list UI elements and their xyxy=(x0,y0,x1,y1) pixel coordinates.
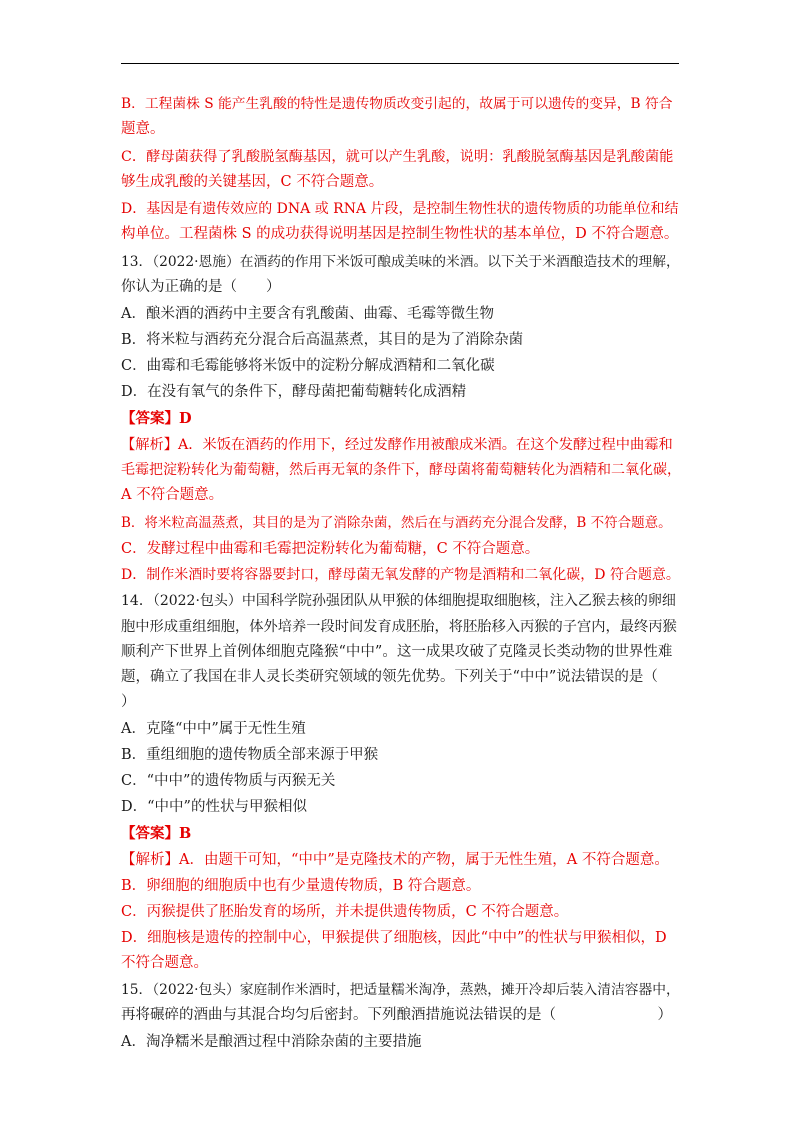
q13-option-c: C．曲霉和毛霉能够将米饭中的淀粉分解成酒精和二氧化碳 xyxy=(121,358,495,374)
prev-exp-c-line2: 够生成乳酸的关键基因，C 不符合题意。 xyxy=(121,174,384,190)
q13-explanation-c: C．发酵过程中曲霉和毛霉把淀粉转化为葡萄糖，C 不符合题意。 xyxy=(121,541,540,557)
q14-stem-line2: 胞中形成重组细胞，体外培养一段时间发育成胚胎，将胚胎移入丙猴的子宫内，最终丙猴 xyxy=(121,619,677,635)
prev-exp-d-line1: D．基因是有遗传效应的 DNA 或 RNA 片段，是控制生物性状的遗传物质的功能单位和结 xyxy=(121,201,679,217)
q13-explanation-line3: A 不符合题意。 xyxy=(121,487,224,503)
q14-explanation-c: C．丙猴提供了胚胎发育的场所，并未提供遗传物质，C 不符合题意。 xyxy=(121,904,569,920)
q14-explanation-b: B．卵细胞的细胞质中也有少量遗传物质，B 符合题意。 xyxy=(121,878,481,894)
q13-option-b: B．将米粒与酒药充分混合后高温蒸煮，其目的是为了消除杂菌 xyxy=(121,332,524,348)
prev-exp-b-line2: 题意。 xyxy=(121,121,165,137)
q13-explanation-line1: 【解析】A．米饭在酒药的作用下，经过发酵作用被酿成米酒。在这个发酵过程中曲霉和 xyxy=(121,437,673,453)
q14-option-a: A．克隆“中中”属于无性生殖 xyxy=(121,721,306,737)
prev-exp-d-line2: 构单位。工程菌株 S 的成功获得说明基因是控制生物性状的基本单位，D 不符合题意。 xyxy=(121,226,679,242)
q13-option-a: A．酿米酒的酒药中主要含有乳酸菌、曲霉、毛霉等微生物 xyxy=(121,306,494,322)
q15-stem-line2: 再将碾碎的酒曲与其混合均匀后密封。下列酿酒措施说法错误的是（ ） xyxy=(121,1007,672,1023)
q14-stem-line1: 14．（2022·包头）中国科学院孙强团队从甲猴的体细胞提取细胞核，注入乙猴去核的卵细 xyxy=(121,593,676,609)
q14-answer: 【答案】B xyxy=(121,825,192,842)
q15-stem-line1: 15．（2022·包头）家庭制作米酒时，把适量糯米淘净，蒸熟，摊开冷却后装入清洁容器中， xyxy=(121,982,680,998)
q14-option-d: D．“中中”的性状与甲猴相似 xyxy=(121,799,307,815)
q14-explanation-a: 【解析】A．由题干可知，“中中”是克隆技术的产物，属于无性生殖，A 不符合题意。 xyxy=(121,852,669,868)
q13-stem-line2: 你认为正确的是（ ） xyxy=(121,279,281,295)
header-rule xyxy=(121,63,679,64)
q14-explanation-d-line2: 不符合题意。 xyxy=(121,955,208,971)
prev-exp-c-line1: C．酵母菌获得了乳酸脱氢酶基因，就可以产生乳酸，说明：乳酸脱氢酶基因是乳酸菌能 xyxy=(121,149,674,165)
q13-option-d: D．在没有氧气的条件下，酵母菌把葡萄糖转化成酒精 xyxy=(121,384,467,400)
q13-stem-line1: 13．（2022·恩施）在酒药的作用下米饭可酿成美味的米酒。以下关于米酒酿造技术的理解， xyxy=(121,254,680,270)
prev-exp-b-line1: B．工程菌株 S 能产生乳酸的特性是遗传物质改变引起的，故属于可以遗传的变异，B 符合 xyxy=(121,96,673,112)
q15-option-a: A．淘净糯米是酿酒过程中消除杂菌的主要措施 xyxy=(121,1034,422,1050)
q13-explanation-b: B．将米粒高温蒸煮，其目的是为了消除杂菌，然后在与酒药充分混合发酵，B 不符合题意。 xyxy=(121,515,672,531)
q13-explanation-line2: 毛霉把淀粉转化为葡萄糖，然后再无氧的条件下，酵母菌将葡萄糖转化为酒精和二氧化碳， xyxy=(121,462,681,478)
q13-answer: 【答案】D xyxy=(121,410,192,427)
q14-stem-line3: 顺利产下世界上首例体细胞克隆猴“中中”。这一成果攻破了克隆灵长类动物的世界性难 xyxy=(121,644,673,660)
q14-option-b: B．重组细胞的遗传物质全部来源于甲猴 xyxy=(121,747,379,763)
q14-stem-line5: ） xyxy=(121,694,136,710)
q14-explanation-d-line1: D．细胞核是遗传的控制中心，甲猴提供了细胞核，因此“中中”的性状与甲猴相似，D xyxy=(121,930,667,946)
q14-stem-line4: 题，确立了我国在非人灵长类研究领域的领先优势。下列关于“中中”说法错误的是（ xyxy=(121,669,658,685)
q14-option-c: C．“中中”的遗传物质与丙猴无关 xyxy=(121,773,336,789)
q13-explanation-d: D．制作米酒时要将容器要封口，酵母菌无氧发酵的产物是酒精和二氧化碳，D 符合题意。 xyxy=(121,567,680,583)
